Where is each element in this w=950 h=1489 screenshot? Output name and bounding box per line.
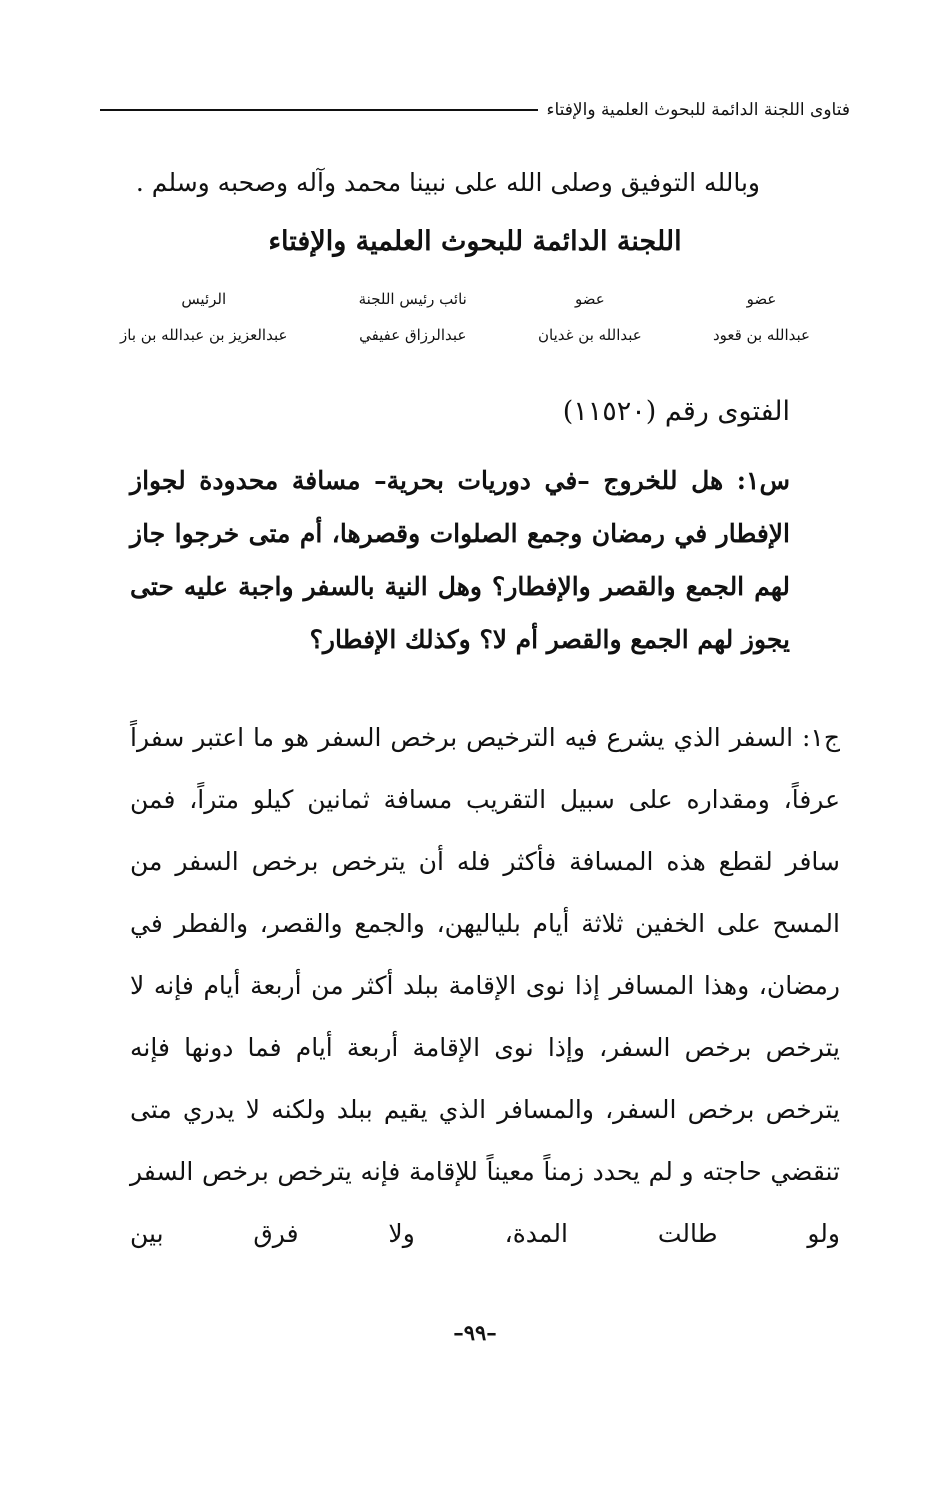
fatwa-number: الفتوى رقم (١١٥٢٠) (562, 396, 790, 427)
question-text: س١: هل للخروج –في دوريات بحرية– مسافة محدودة لجواز الإفطار في رمضان وجمع الصلوات وقصرها، أم متى خرجوا جاز لهم الجمع والقصر والإفطار؟ وهل النية بالسفر واجبة عليه حتى يجوز لهم الجمع والقصر أم لا؟ وكذلك الإفطار؟ (130, 466, 790, 654)
signatory (120, 288, 287, 344)
signatory-role: عضو (746, 290, 777, 308)
signatures (120, 288, 810, 344)
signatory-name: عبدالرزاق عفيفي (359, 326, 467, 344)
header-title: فتاوى اللجنة الدائمة للبحوث العلمية والإفتاء (546, 100, 850, 120)
page-number: –٩٩– (453, 1320, 497, 1345)
signatory-name: عبدالله بن غديان (538, 326, 642, 344)
signatory (538, 288, 642, 344)
header-rule (100, 109, 538, 111)
signatory-name: عبدالله بن قعود (712, 326, 810, 344)
signatory (359, 288, 467, 344)
committee-name: اللجنة الدائمة للبحوث العلمية والإفتاء (268, 226, 682, 257)
signatory-name: عبدالعزيز بن عبدالله بن باز (120, 326, 288, 344)
signatory (713, 288, 810, 344)
signatory-role: الرئيس (181, 290, 227, 308)
answer-text: ج١: السفر الذي يشرع فيه الترخيص برخص السفر هو ما اعتبر سفراً عرفاً، ومقداره على سبيل التقريب مسافة ثمانين كيلو متراً، فمن سافر لقطع هذه المسافة فأكثر فله أن يترخص برخص السفر من المسح على الخفين ثلاثة أيام بلياليهن، والجمع والقصر، والفطر في رمضان، وهذا المسافر إذا نوى الإقامة ببلد أكثر من أربعة أيام فإنه لا يترخص برخص السفر، وإذا نوى الإقامة أربعة أيام فما دونها فإنه يترخص برخص السفر، والمسافر الذي يقيم ببلد ولكنه لا يدري متى تنقضي حاجته و لم يحدد زمناً معيناً للإقامة فإنه يترخص برخص السفر ولو طالت المدة، ولا فرق بين (130, 723, 840, 1248)
signatory-role: عضو (575, 290, 605, 308)
signatory-role: نائب رئيس اللجنة (358, 290, 467, 308)
running-header (100, 100, 850, 120)
closing-formula: وبالله التوفيق وصلى الله على نبينا محمد وآله وصحبه وسلم . (135, 168, 760, 197)
